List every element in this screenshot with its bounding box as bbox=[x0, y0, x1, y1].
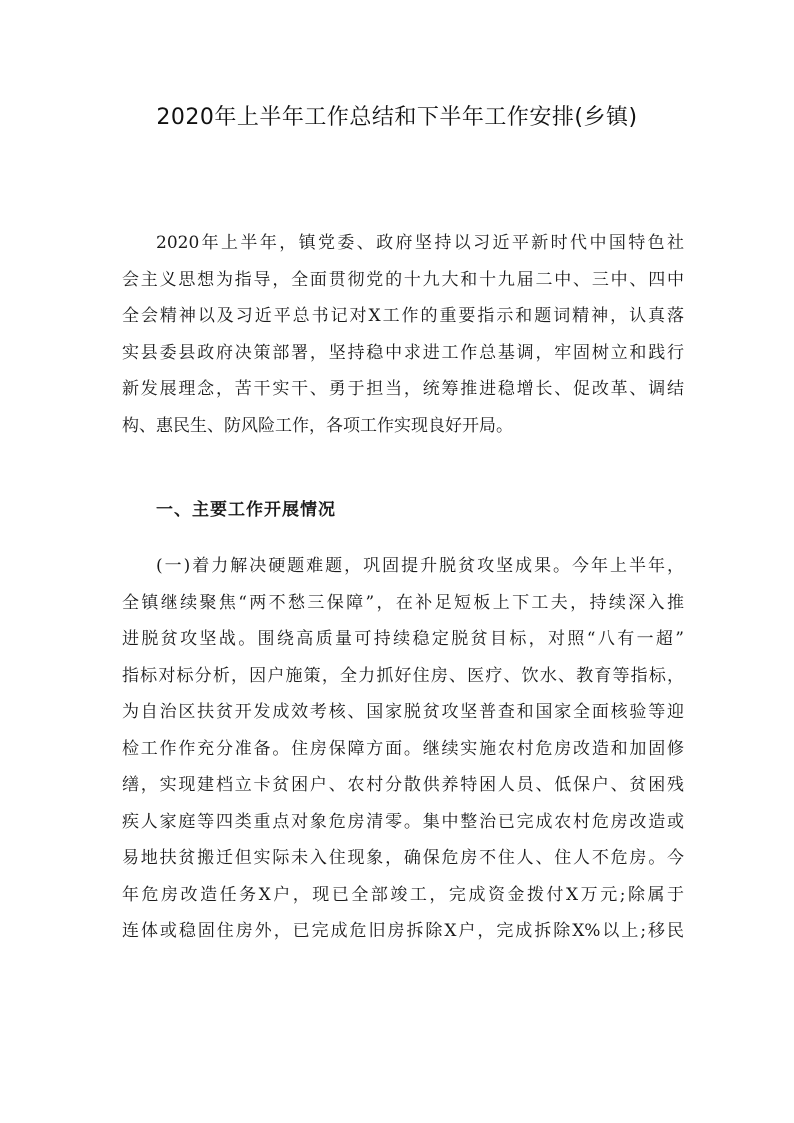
paragraph-line: 易地扶贫搬迁但实际未入住现象，确保危房不住人、住人不危房。今 bbox=[122, 848, 684, 868]
paragraph-line: 为自治区扶贫开发成效考核、国家脱贫攻坚普查和国家全面核验等迎 bbox=[122, 702, 684, 722]
paragraph-line: 新发展理念，苦干实干、勇于担当，统筹推进稳增长、促改革、调结 bbox=[122, 379, 684, 399]
paragraph-line: 指标对标分析，因户施策，全力抓好住房、医疗、饮水、教育等指标， bbox=[122, 665, 684, 686]
paragraph-line: 2020年上半年，镇党委、政府坚持以习近平新时代中国特色社 bbox=[156, 233, 684, 253]
paragraph-line: 会主义思想为指导，全面贯彻党的十九大和十九届二中、三中、四中 bbox=[122, 269, 684, 290]
section-heading-block bbox=[122, 492, 684, 529]
paragraph-line: 缮，实现建档立卡贫困户、农村分散供养特困人员、低保户、贫困残 bbox=[122, 775, 684, 795]
paragraph-line: (一)着力解决硬题难题，巩固提升脱贫攻坚成果。今年上半年， bbox=[156, 556, 684, 576]
document-title: 2020年上半年工作总结和下半年工作安排(乡镇) bbox=[156, 105, 638, 130]
paragraph-line: 构、惠民生、防风险工作，各项工作实现良好开局。 bbox=[122, 415, 513, 436]
paragraph-line: 检工作作充分准备。住房保障方面。继续实施农村危房改造和加固修 bbox=[122, 738, 684, 759]
paragraph-line: 全会精神以及习近平总书记对X工作的重要指示和题词精神，认真落 bbox=[122, 306, 684, 326]
paragraph-line: 疾人家庭等四类重点对象危房清零。集中整治已完成农村危房改造或 bbox=[122, 811, 684, 832]
paragraph-line: 连体或稳固住房外，已完成危旧房拆除X户，完成拆除X%以上;移民 bbox=[122, 921, 684, 941]
paragraph-line: 进脱贫攻坚战。围绕高质量可持续稳定脱贫目标，对照“八有一超” bbox=[122, 629, 684, 649]
intro-paragraph bbox=[122, 225, 684, 444]
paragraph-line: 全镇继续聚焦“两不愁三保障”，在补足短板上下工夫，持续深入推 bbox=[122, 592, 684, 613]
section-paragraph bbox=[122, 548, 684, 950]
section-heading: 一、主要工作开展情况 bbox=[156, 500, 336, 520]
paragraph-line: 实县委县政府决策部署，坚持稳中求进工作总基调，牢固树立和践行 bbox=[122, 342, 684, 363]
paragraph-line: 年危房改造任务X户，现已全部竣工，完成资金拨付X万元;除属于 bbox=[122, 884, 684, 905]
